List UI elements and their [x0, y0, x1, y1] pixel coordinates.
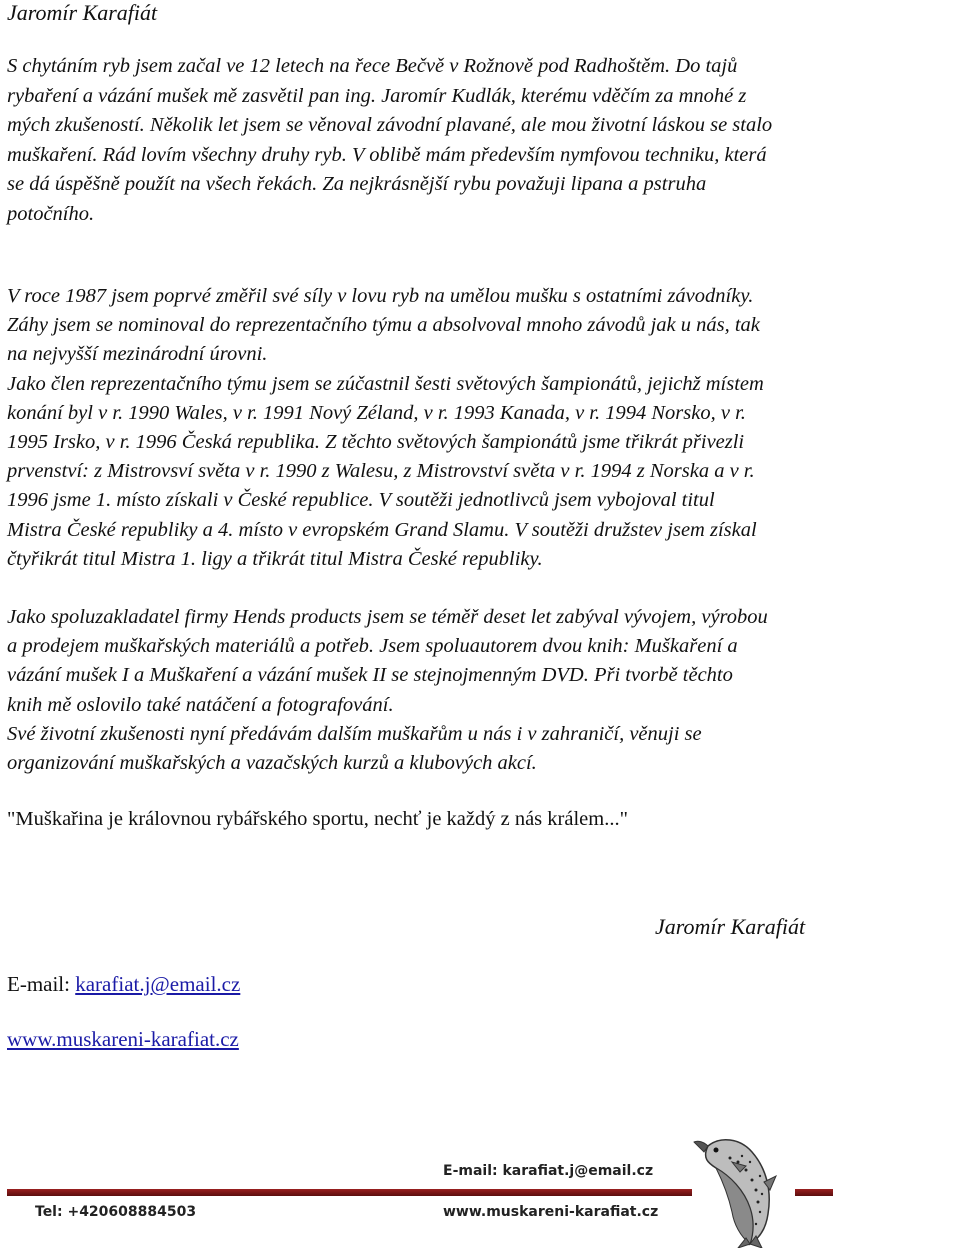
text-line: S chytáním ryb jsem začal ve 12 letech na řece Bečvě v Rožnově pod Radhoštěm. Do tajů: [7, 55, 738, 77]
text-line: Mistra České republiky a 4. místo v evropském Grand Slamu. V soutěži družstev jsem získal: [7, 518, 757, 541]
text-line: na nejvyšší mezinárodní úrovni.: [7, 343, 268, 366]
bio-paragraph-1: [7, 52, 957, 229]
signature: Jaromír Karafiát: [655, 914, 806, 939]
text-line: vázání mušek I a Muškaření a vázání mušek II se stejnojmenným DVD. Při tvorbě těchto: [7, 664, 733, 687]
motto-quote: [7, 805, 957, 834]
email-label: E-mail:: [7, 972, 76, 996]
text-line: V roce 1987 jsem poprvé změřil své síly v lovu ryb na umělou mušku s ostatními závodníky.: [7, 285, 754, 307]
text-line: 1996 jsme 1. místo získali v České republice. V soutěži jednotlivců jsem vybojoval titul: [7, 489, 715, 512]
text-line: Své životní zkušenosti nyní předávám dalším muškařům u nás i v zahraničí, věnuji se: [7, 722, 702, 745]
text-line: a prodejem muškařských materiálů a potřeb. Jsem spoluautorem dvou knih: Muškaření a: [7, 635, 738, 658]
text-line: knih mě oslovilo také natáčení a fotografování.: [7, 693, 394, 716]
footer-phone: Tel: +420608884503: [35, 1204, 197, 1220]
text-line: Jako člen reprezentačního týmu jsem se zúčastnil šesti světových šampionátů, jejichž místem: [7, 372, 764, 395]
website-link[interactable]: www.muskareni-karafiat.cz: [7, 1027, 239, 1051]
footer-divider: [7, 1189, 692, 1196]
text-line: se dá úspěšně použít na všech řekách. Za nejkrásnější rybu považuji lipana a pstruha: [7, 173, 707, 195]
text-line: Jako spoluzakladatel firmy Hends products jsem se téměř deset let zabýval vývojem, výrobou: [7, 606, 768, 628]
text-line: prvenství: z Mistrovsví světa v r. 1990 z Walesu, z Mistrovství světa v r. 1994 z Norska a v r.: [7, 460, 755, 483]
text-line: konání byl v r. 1990 Wales, v r. 1991 Nový Zéland, v r. 1993 Kanada, v r. 1994 Norsko, v r.: [7, 401, 746, 424]
page-title: Jaromír Karafiát: [7, 0, 158, 25]
quote-text: "Muškařina je královnou rybářského sportu, nechť je každý z nás králem...": [7, 808, 628, 830]
bio-paragraph-2: [7, 282, 957, 574]
footer-email: E-mail: karafiat.j@email.cz: [443, 1163, 654, 1179]
text-line: mých zkušeností. Několik let jsem se věnoval závodní plavané, ale mou životní láskou se stalo: [7, 114, 773, 136]
footer-website: www.muskareni-karafiat.cz: [443, 1204, 659, 1220]
website-contact: [7, 1025, 239, 1053]
text-line: organizování muškařských a vazačských kurzů a klubových akcí.: [7, 752, 537, 775]
text-line: potočního.: [7, 202, 95, 225]
text-line: rybaření a vázání mušek mě zasvětil pan ing. Jaromír Kudlák, kterému vděčím za mnohé z: [7, 84, 747, 107]
text-line: 1995 Irsko, v r. 1996 Česká republika. Z těchto světových šampionátů jsme třikrát přivezli: [7, 431, 745, 454]
email-link[interactable]: karafiat.j@email.cz: [75, 972, 241, 996]
bio-paragraph-3: [7, 603, 957, 778]
footer-divider-right: [795, 1189, 833, 1196]
text-line: muškaření. Rád lovím všechny druhy ryb. V oblibě mám především nymfovou techniku, která: [7, 143, 767, 166]
text-line: Záhy jsem se nominoval do reprezentačního týmu a absolvoval mnoho závodů jak u nás, tak: [7, 314, 760, 337]
trout-fish-logo-icon: [680, 1132, 800, 1248]
text-line: čtyřikrát titul Mistra 1. ligy a třikrát titul Mistra České republiky.: [7, 547, 543, 570]
email-contact: [7, 970, 240, 998]
